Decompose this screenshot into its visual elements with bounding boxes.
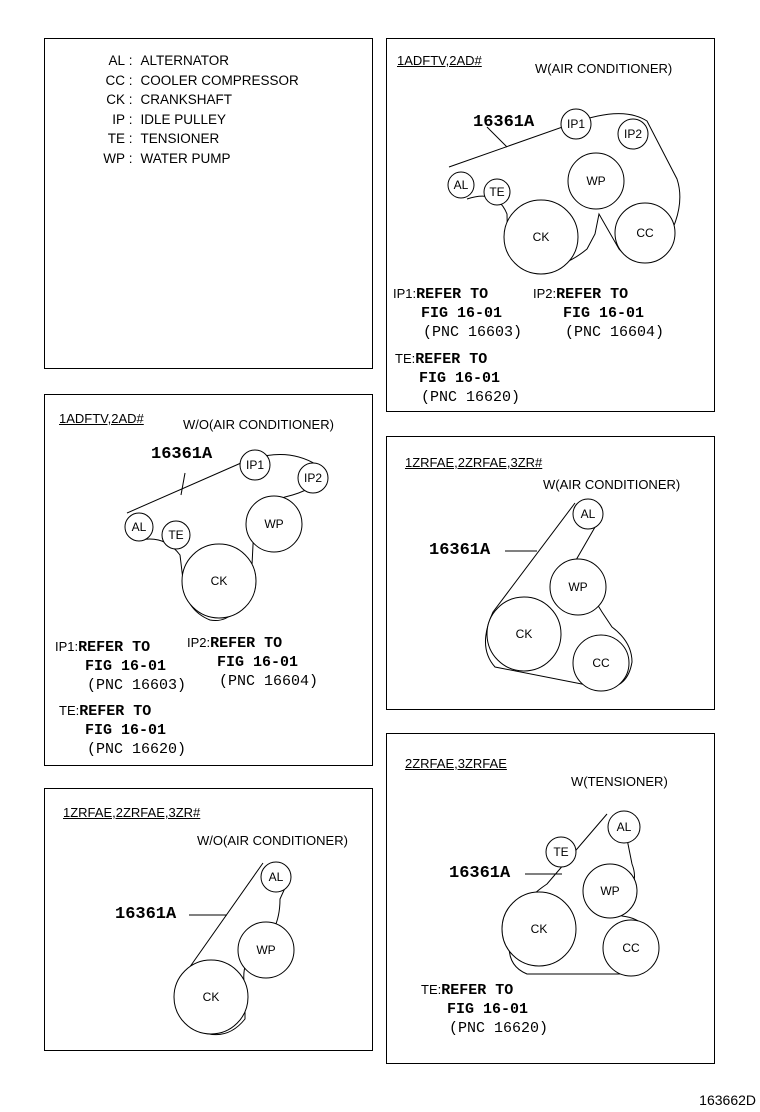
pulley-cc [573, 635, 629, 691]
ref-key: TE: [59, 703, 80, 718]
ref-te [59, 701, 186, 759]
pulley-al [125, 513, 153, 541]
legend-abbr: AL [108, 53, 125, 68]
svg-text:CC: CC [592, 656, 610, 670]
engine-label: 1ADFTV,2AD# [59, 411, 144, 426]
legend-row: IP : IDLE PULLEY [73, 110, 299, 130]
ref-text: REFER TO [415, 351, 488, 368]
part-number: 16361A [473, 113, 535, 132]
svg-text:AL: AL [268, 870, 284, 884]
svg-text:TE: TE [553, 845, 569, 859]
figure-code: 163662D [699, 1092, 756, 1108]
svg-text:WP: WP [600, 884, 620, 898]
ref-key: IP2: [533, 286, 557, 301]
pulley-te [484, 179, 510, 205]
legend-row: CC : COOLER COMPRESSOR [73, 71, 299, 91]
svg-text:CK: CK [202, 990, 220, 1004]
svg-text:TE: TE [168, 528, 184, 542]
legend-abbr: CC [105, 72, 125, 88]
ref-ip1 [55, 637, 186, 695]
legend-name: WATER PUMP [140, 150, 231, 166]
pulley-ck [504, 200, 578, 274]
belt-panel-2zrfae-with-tensioner [386, 733, 715, 1064]
svg-text:IP2: IP2 [303, 471, 323, 485]
pulley-ck [502, 892, 576, 966]
ref-ip1 [393, 284, 522, 342]
ref-fig: FIG 16-01 [85, 722, 167, 739]
pulley-al [608, 811, 640, 843]
ref-text: REFER TO [556, 286, 629, 303]
pulley-te [162, 521, 190, 549]
legend-panel [44, 38, 373, 369]
legend-row: TE : TENSIONER [73, 129, 299, 149]
pulley-ip2 [618, 119, 648, 149]
pulley-ip1 [561, 109, 591, 139]
svg-text:CK: CK [530, 922, 548, 936]
pulley-cc [603, 920, 659, 976]
ref-fig: FIG 16-01 [419, 370, 501, 387]
svg-text:AL: AL [616, 820, 632, 834]
ref-key: TE: [395, 351, 416, 366]
ref-fig: FIG 16-01 [421, 305, 503, 322]
legend-abbr: IP [112, 111, 125, 127]
belt-panel-1zrfae-with-ac [386, 436, 715, 710]
pulley-cc [615, 203, 675, 263]
belt-diagram [45, 789, 374, 1052]
ref-fig: FIG 16-01 [217, 654, 299, 671]
legend-name: ALTERNATOR [140, 53, 230, 68]
ref-text: REFER TO [441, 982, 514, 999]
belt-panel-1adftv-without-ac [44, 394, 373, 766]
svg-text:TE: TE [489, 185, 505, 199]
legend-row: CK : CRANKSHAFT [73, 90, 299, 110]
ref-te [421, 980, 548, 1038]
ref-text: REFER TO [79, 703, 152, 720]
svg-text:CK: CK [532, 230, 550, 244]
legend-name: TENSIONER [140, 131, 220, 146]
ref-ip2 [187, 633, 318, 691]
pulley-ip2 [298, 463, 328, 493]
pulley-ck [174, 960, 248, 1034]
ref-key: IP1: [55, 639, 79, 654]
ref-te [395, 349, 520, 407]
svg-text:IP1: IP1 [245, 458, 265, 472]
svg-text:CK: CK [515, 627, 533, 641]
legend-name: CRANKSHAFT [140, 92, 233, 107]
ref-text: REFER TO [210, 635, 283, 652]
ref-pnc: (PNC 16620) [449, 1020, 549, 1037]
svg-text:AL: AL [453, 178, 469, 192]
ref-text: REFER TO [78, 639, 151, 656]
svg-text:AL: AL [580, 507, 596, 521]
pulley-ck [487, 597, 561, 671]
legend-abbr: WP [103, 150, 125, 166]
ref-key: IP2: [187, 635, 211, 650]
ref-fig: FIG 16-01 [447, 1001, 529, 1018]
svg-text:WP: WP [568, 580, 588, 594]
condition-label: W(AIR CONDITIONER) [543, 477, 681, 492]
pulley-ip1 [240, 450, 270, 480]
pulley-wp [238, 922, 294, 978]
ref-pnc: (PNC 16604) [219, 673, 319, 690]
part-number: 16361A [449, 864, 511, 883]
ref-pnc: (PNC 16620) [87, 741, 187, 758]
svg-text:IP2: IP2 [623, 127, 643, 141]
ref-pnc: (PNC 16603) [87, 677, 187, 694]
ref-ip2 [533, 284, 664, 342]
pulley-al [448, 172, 474, 198]
pulley-al [261, 862, 291, 892]
legend-row: WP : WATER PUMP [73, 149, 299, 169]
legend-name: COOLER COMPRESSOR [140, 72, 299, 88]
condition-label: W/O(AIR CONDITIONER) [197, 833, 348, 848]
engine-label: 1ZRFAE,2ZRFAE,3ZR# [405, 455, 543, 470]
pulley-wp [550, 559, 606, 615]
pulley-wp [568, 153, 624, 209]
svg-text:WP: WP [586, 174, 606, 188]
ref-pnc: (PNC 16603) [423, 324, 523, 341]
ref-fig: FIG 16-01 [85, 658, 167, 675]
ref-pnc: (PNC 16620) [421, 389, 521, 406]
svg-text:CC: CC [622, 941, 640, 955]
svg-text:WP: WP [256, 943, 276, 957]
leader-line [181, 473, 185, 495]
part-number: 16361A [115, 905, 177, 924]
ref-key: IP1: [393, 286, 417, 301]
pulley-wp [583, 864, 637, 918]
svg-text:AL: AL [131, 520, 147, 534]
ref-pnc: (PNC 16604) [565, 324, 665, 341]
condition-label: W(AIR CONDITIONER) [535, 61, 673, 76]
ref-fig: FIG 16-01 [563, 305, 645, 322]
ref-text: REFER TO [416, 286, 489, 303]
engine-label: 1ZRFAE,2ZRFAE,3ZR# [63, 805, 201, 820]
legend-abbr: CK [106, 92, 125, 107]
svg-text:CC: CC [636, 226, 654, 240]
pulley-al [573, 499, 603, 529]
engine-label: 1ADFTV,2AD# [397, 53, 482, 68]
svg-text:CK: CK [210, 574, 228, 588]
legend-row: AL : ALTERNATOR [73, 51, 299, 71]
part-number: 16361A [151, 445, 213, 464]
engine-label: 2ZRFAE,3ZRFAE [405, 756, 507, 771]
ref-key: TE: [421, 982, 442, 997]
legend-list [73, 51, 299, 168]
condition-label: W/O(AIR CONDITIONER) [183, 417, 334, 432]
svg-text:WP: WP [264, 517, 284, 531]
svg-text:IP1: IP1 [566, 117, 586, 131]
pulley-wp [246, 496, 302, 552]
pulley-te [546, 837, 576, 867]
belt-panel-1zrfae-without-ac [44, 788, 373, 1051]
condition-label: W(TENSIONER) [571, 774, 668, 789]
legend-abbr: TE [107, 131, 125, 146]
part-number: 16361A [429, 541, 491, 560]
legend-name: IDLE PULLEY [140, 111, 227, 127]
pulley-ck [182, 544, 256, 618]
belt-panel-1adftv-with-ac [386, 38, 715, 412]
